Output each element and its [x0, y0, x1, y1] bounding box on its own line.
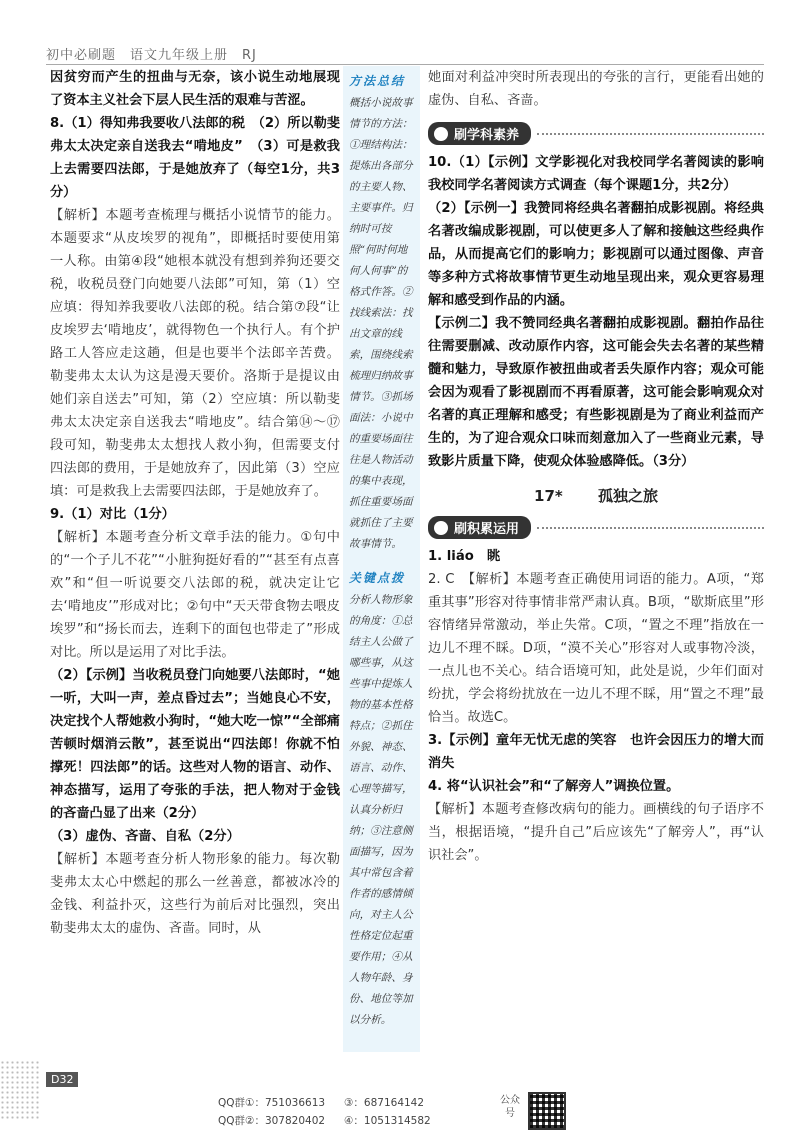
lesson-name: 孤独之旅 [597, 487, 658, 505]
key-tips-title: 关键点拨 [349, 571, 406, 585]
header-rule [46, 64, 764, 65]
page-header: 初中必刷题 语文九年级上册 RJ [46, 48, 257, 63]
right-bottom-paragraph: 1. liáo 眺 [428, 549, 501, 564]
sidebar-notes [343, 66, 420, 1052]
right-bottom-paragraph: 4. 将“认识社会”和“了解旁人”调换位置。 [428, 779, 680, 794]
left-paragraph: （2）【示例】当收税员登门向她要八法郎时，“她一听，大叫一声，差点昏过去”；当她良心不安，决定找个人帮她救小狗时，“她大吃一惊”“全部痛苦顿时烟消云散”，甚至说出“四法郎！你就不怕撑死！四法郎”的话。这些对人物的语言、动作、神态描写，运用了夸张的手法，把人物对于金钱的吝啬凸显了出来（2分） [50, 668, 340, 821]
right-mid-paragraph: 10.（1）【示例】文学影视化对我校同学名著阅读的影响 我校同学名著阅读方式调查（每个课题1分，共2分） [428, 155, 778, 193]
qq-groups-2: ③：687164142 ④：1051314582 [344, 1097, 431, 1127]
brush-icon [434, 127, 448, 141]
right-bottom [428, 545, 764, 867]
left-paragraph: 【解析】本题考查分析人物形象的能力。每次勒斐弗太太心中燃起的那么一丝善意，都被冰冷的金钱、利益扑灭，这些行为前后对比强烈，突出勒斐弗太太的虚伪、吝啬。同时，从 [50, 852, 340, 936]
left-paragraph: 因贫穷而产生的扭曲与无奈，该小说生动地展现了资本主义社会下层人民生活的艰难与苦涩。 [50, 70, 340, 108]
left-paragraph: （3）虚伪、吝啬、自私（2分） [50, 829, 240, 844]
qr-code [528, 1092, 566, 1130]
method-summary-text: 概括小说故事情节的方法：①理结构法：提炼出各部分的主要人物、主要事件。归纳时可按照“何时何地何人何事”的格式作答。②找线索法：找出文章的线索，围绕线索梳理归纳故事情节。③抓场面法：小说中的重要场面往往是人物活动的集中表现，抓住重要场面就抓住了主要故事情节。 [349, 97, 413, 550]
right-mid-paragraph: （2）【示例一】我赞同将经典名著翻拍成影视剧。将经典名著改编成影视剧，可以使更多人了解和接触这些经典作品，从而提高它们的影响力；影视剧可以通过图像、声音等多种方式将故事情节更生动地呈现出来，观众更容易理解和感受到作品的内涵。 [428, 201, 764, 308]
section-banner-accumulation: 刷积累运用 [428, 516, 764, 539]
qq-groups-1: QQ群①：751036613 QQ群②：307820402 [218, 1097, 326, 1127]
lesson-number: 17* [534, 487, 563, 505]
method-summary-title: 方法总结 [349, 74, 406, 88]
right-top [428, 66, 764, 112]
left-paragraph: 【解析】本题考查分析文章手法的能力。①句中的“一个子儿不花”“小脏狗挺好看的”“甚至有点喜欢”和“但一听说要交八法郎的税，就决定让它去‘啃地皮’”形成对比；②句中“天天带食物去喂皮埃罗”和“扬长而去，连剩下的面包也带走了”形成对比。所以是运用了对比手法。 [50, 530, 340, 660]
left-column [50, 66, 340, 940]
right-top-paragraph: 她面对利益冲突时所表现出的夸张的言行，更能看出她的虚伪、自私、吝啬。 [428, 70, 764, 108]
right-mid [428, 151, 778, 473]
right-bottom-paragraph: 【解析】本题考查修改病句的能力。画横线的句子语序不当，根据语境，“提升自己”后应该先“了解旁人”，再“认识社会”。 [428, 802, 764, 863]
right-mid-paragraph: 【示例二】我不赞同经典名著翻拍成影视剧。翻拍作品往往需要删减、改动原作内容，这可能会失去名著的某些精髓和魅力，导致原作被扭曲或者丢失原作内容；观众可能会因为观看了影视剧而不再看原著，这可能会影响观众对名著的真正理解和感受；有些影视剧是为了商业利益而产生的，为了迎合观众口味而刻意加入了一些商业元素，导致影片质量下降，使观众体验感降低。（3分） [428, 316, 764, 469]
left-paragraph: 【解析】本题考查梳理与概括小说情节的能力。本题要求“从皮埃罗的视角”，即概括时要使用第一人称。由第④段“她根本就没有想到养狗还要交税，收税员登门向她要八法郎”可知，第（1）空应填：得知养我要收八法郎的税。结合第⑦段“让皮埃罗去‘啃地皮’，就得物色一个执行人。有个护路工人答应走这趟，但是也要半个法郎辛苦费。勒斐弗太太认为这是漫天要价。洛斯于是提议由她们亲自送去”可知，第（2）空应填：所以勒斐弗太太决定亲自送我去“啃地皮”。结合第⑭～⑰段可知，勒斐弗太太想找人救小狗，但需要支付四法郎的费用，于是她放弃了，因此第（3）空应填：可是救我上去需要四法郎，于是她放弃了。 [50, 208, 340, 499]
corner-decoration [0, 1060, 40, 1120]
right-bottom-paragraph: 2. C 【解析】本题考查正确使用词语的能力。A项，“郑重其事”形容对待事情非常严肃认真。B项，“歇斯底里”形容情绪异常激动，举止失常。C项，“置之不理”指放在一边儿不理不睬。D项，“漠不关心”形容对人或事物冷淡，一点儿也不关心。结合语境可知，此处是说，少年们面对纷扰，学会将纷扰放在一边儿不理不睬，用“置之不理”最恰当。故选C。 [428, 572, 764, 725]
left-paragraph: 9.（1）对比（1分） [50, 507, 175, 522]
page-number: D32 [46, 1072, 78, 1087]
lesson-title [428, 485, 764, 506]
right-bottom-paragraph: 3.【示例】童年无忧无虑的笑容 也许会因压力的增大而消失 [428, 733, 764, 771]
key-tips-text: 分析人物形象的角度：①总结主人公做了哪些事，从这些事中提炼人物的基本性格特点；②抓住外貌、神态、语言、动作、心理等描写，认真分析归纳；③注意侧面描写，因为其中常包含着作者的感情倾向，对主人公性格定位起重要作用；④从人物年龄、身份、地位等加以分析。 [349, 594, 413, 1026]
brush-icon [434, 521, 448, 535]
official-account-label: 公众号 [500, 1095, 520, 1119]
left-paragraph: 8.（1）得知弗我要收八法郎的税 （2）所以勒斐弗太太决定亲自送我去“啃地皮” （3）可是救我上去需要四法郎，于是她放弃了（每空1分，共3分） [50, 116, 340, 200]
right-column [428, 66, 778, 867]
section-banner-literacy: 刷学科素养 [428, 122, 764, 145]
